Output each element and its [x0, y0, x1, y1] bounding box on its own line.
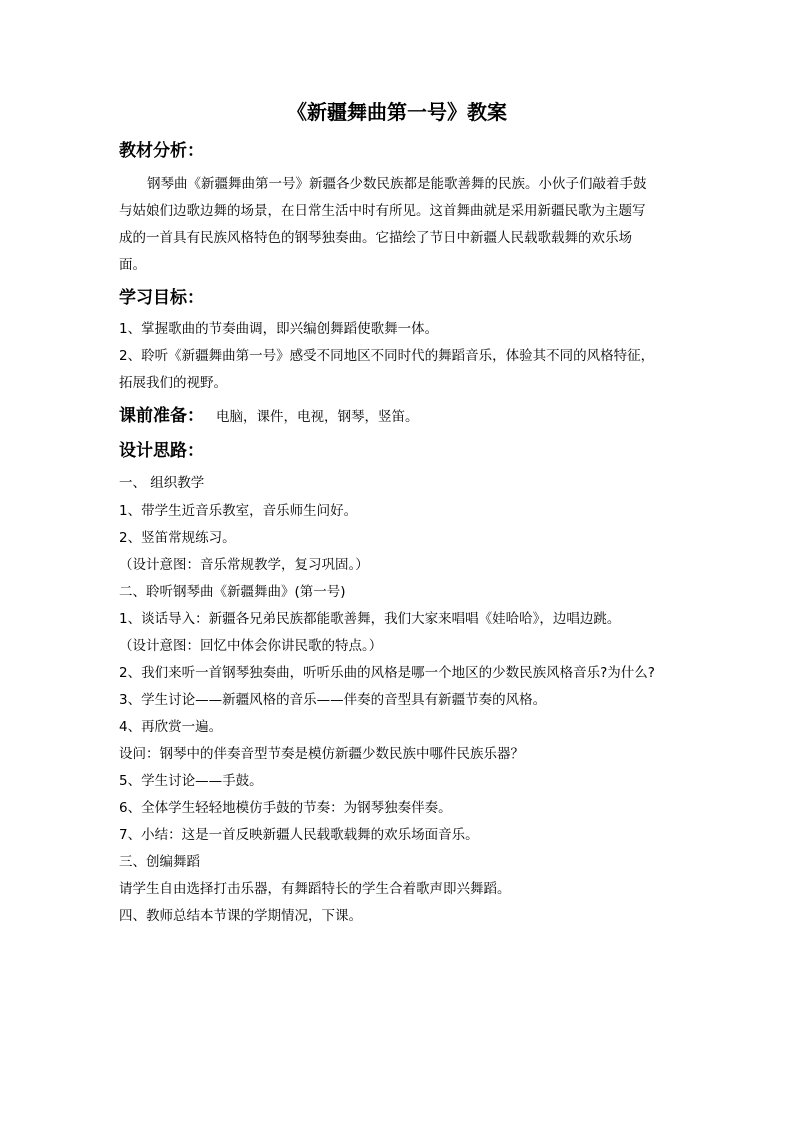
design-line: 6、全体学生轻轻地模仿手鼓的节奏：为钢琴独奏伴奏。	[119, 800, 452, 816]
design-line: 四、教师总结本节课的学期情况，下课。	[119, 908, 362, 924]
design-line: 三、创编舞蹈	[119, 854, 200, 870]
goal-line: 拓展我们的视野。	[119, 375, 227, 391]
document-title: 《新疆舞曲第一号》教案	[287, 100, 507, 124]
section-prep	[119, 405, 419, 428]
analysis-line: 面。	[119, 257, 146, 273]
goal-line: 2、聆听《新疆舞曲第一号》感受不同地区不同时代的舞蹈音乐，体验其不同的风格特征，	[119, 348, 655, 364]
analysis-line: 成的一首具有民族风格特色的钢琴独奏曲。它描绘了节日中新疆人民载歌载舞的欢乐场	[119, 230, 632, 246]
design-line: 2、竖笛常规练习。	[119, 530, 236, 546]
goal-line: 1、掌握歌曲的节奏曲调，即兴编创舞蹈使歌舞一体。	[119, 321, 439, 337]
design-line: 1、谈话导入：新疆各兄弟民族都能歌善舞，我们大家来唱唱《娃哈哈》，边唱边跳。	[119, 611, 621, 627]
design-line: 3、学生讨论——新疆风格的音乐——伴奏的音型具有新疆节奏的风格。	[119, 692, 547, 708]
design-line: 4、再欣赏一遍。	[119, 719, 223, 735]
analysis-line: 与姑娘们边歌边舞的场景，在日常生活中时有所见。这首舞曲就是采用新疆民歌为主题写	[119, 203, 646, 219]
section-heading-prep: 课前准备：	[119, 406, 204, 426]
analysis-line: 钢琴曲《新疆舞曲第一号》新疆各少数民族都是能歌善舞的民族。小伙子们敲着手鼓	[147, 176, 647, 192]
section-heading-design: 设计思路：	[119, 441, 204, 461]
section-heading-analysis: 教材分析：	[119, 141, 204, 161]
prep-items: 电脑，课件，电视，钢琴，竖笛。	[216, 409, 419, 425]
design-line: 请学生自由选择打击乐器，有舞蹈特长的学生合着歌声即兴舞蹈。	[119, 881, 511, 897]
design-line: 7、小结：这是一首反映新疆人民载歌载舞的欢乐场面音乐。	[119, 827, 479, 843]
section-heading-goals: 学习目标：	[119, 288, 204, 308]
design-line: （设计意图：音乐常规教学，复习巩固。）	[119, 557, 369, 573]
design-line: 二、聆听钢琴曲《新疆舞曲》(第一号)	[119, 584, 346, 600]
design-line: 5、学生讨论——手鼓。	[119, 773, 263, 789]
design-line: 1、带学生近音乐教室，音乐师生问好。	[119, 503, 358, 519]
design-line: 2、我们来听一首钢琴独奏曲，听听乐曲的风格是哪一个地区的少数民族风格音乐?为什么?	[119, 665, 655, 681]
design-line: 一、 组织教学	[119, 475, 205, 491]
design-line: 设问：钢琴中的伴奏音型节奏是模仿新疆少数民族中哪件民族乐器？	[119, 746, 524, 762]
design-line: （设计意图：回忆中体会你讲民歌的特点。）	[119, 638, 383, 654]
